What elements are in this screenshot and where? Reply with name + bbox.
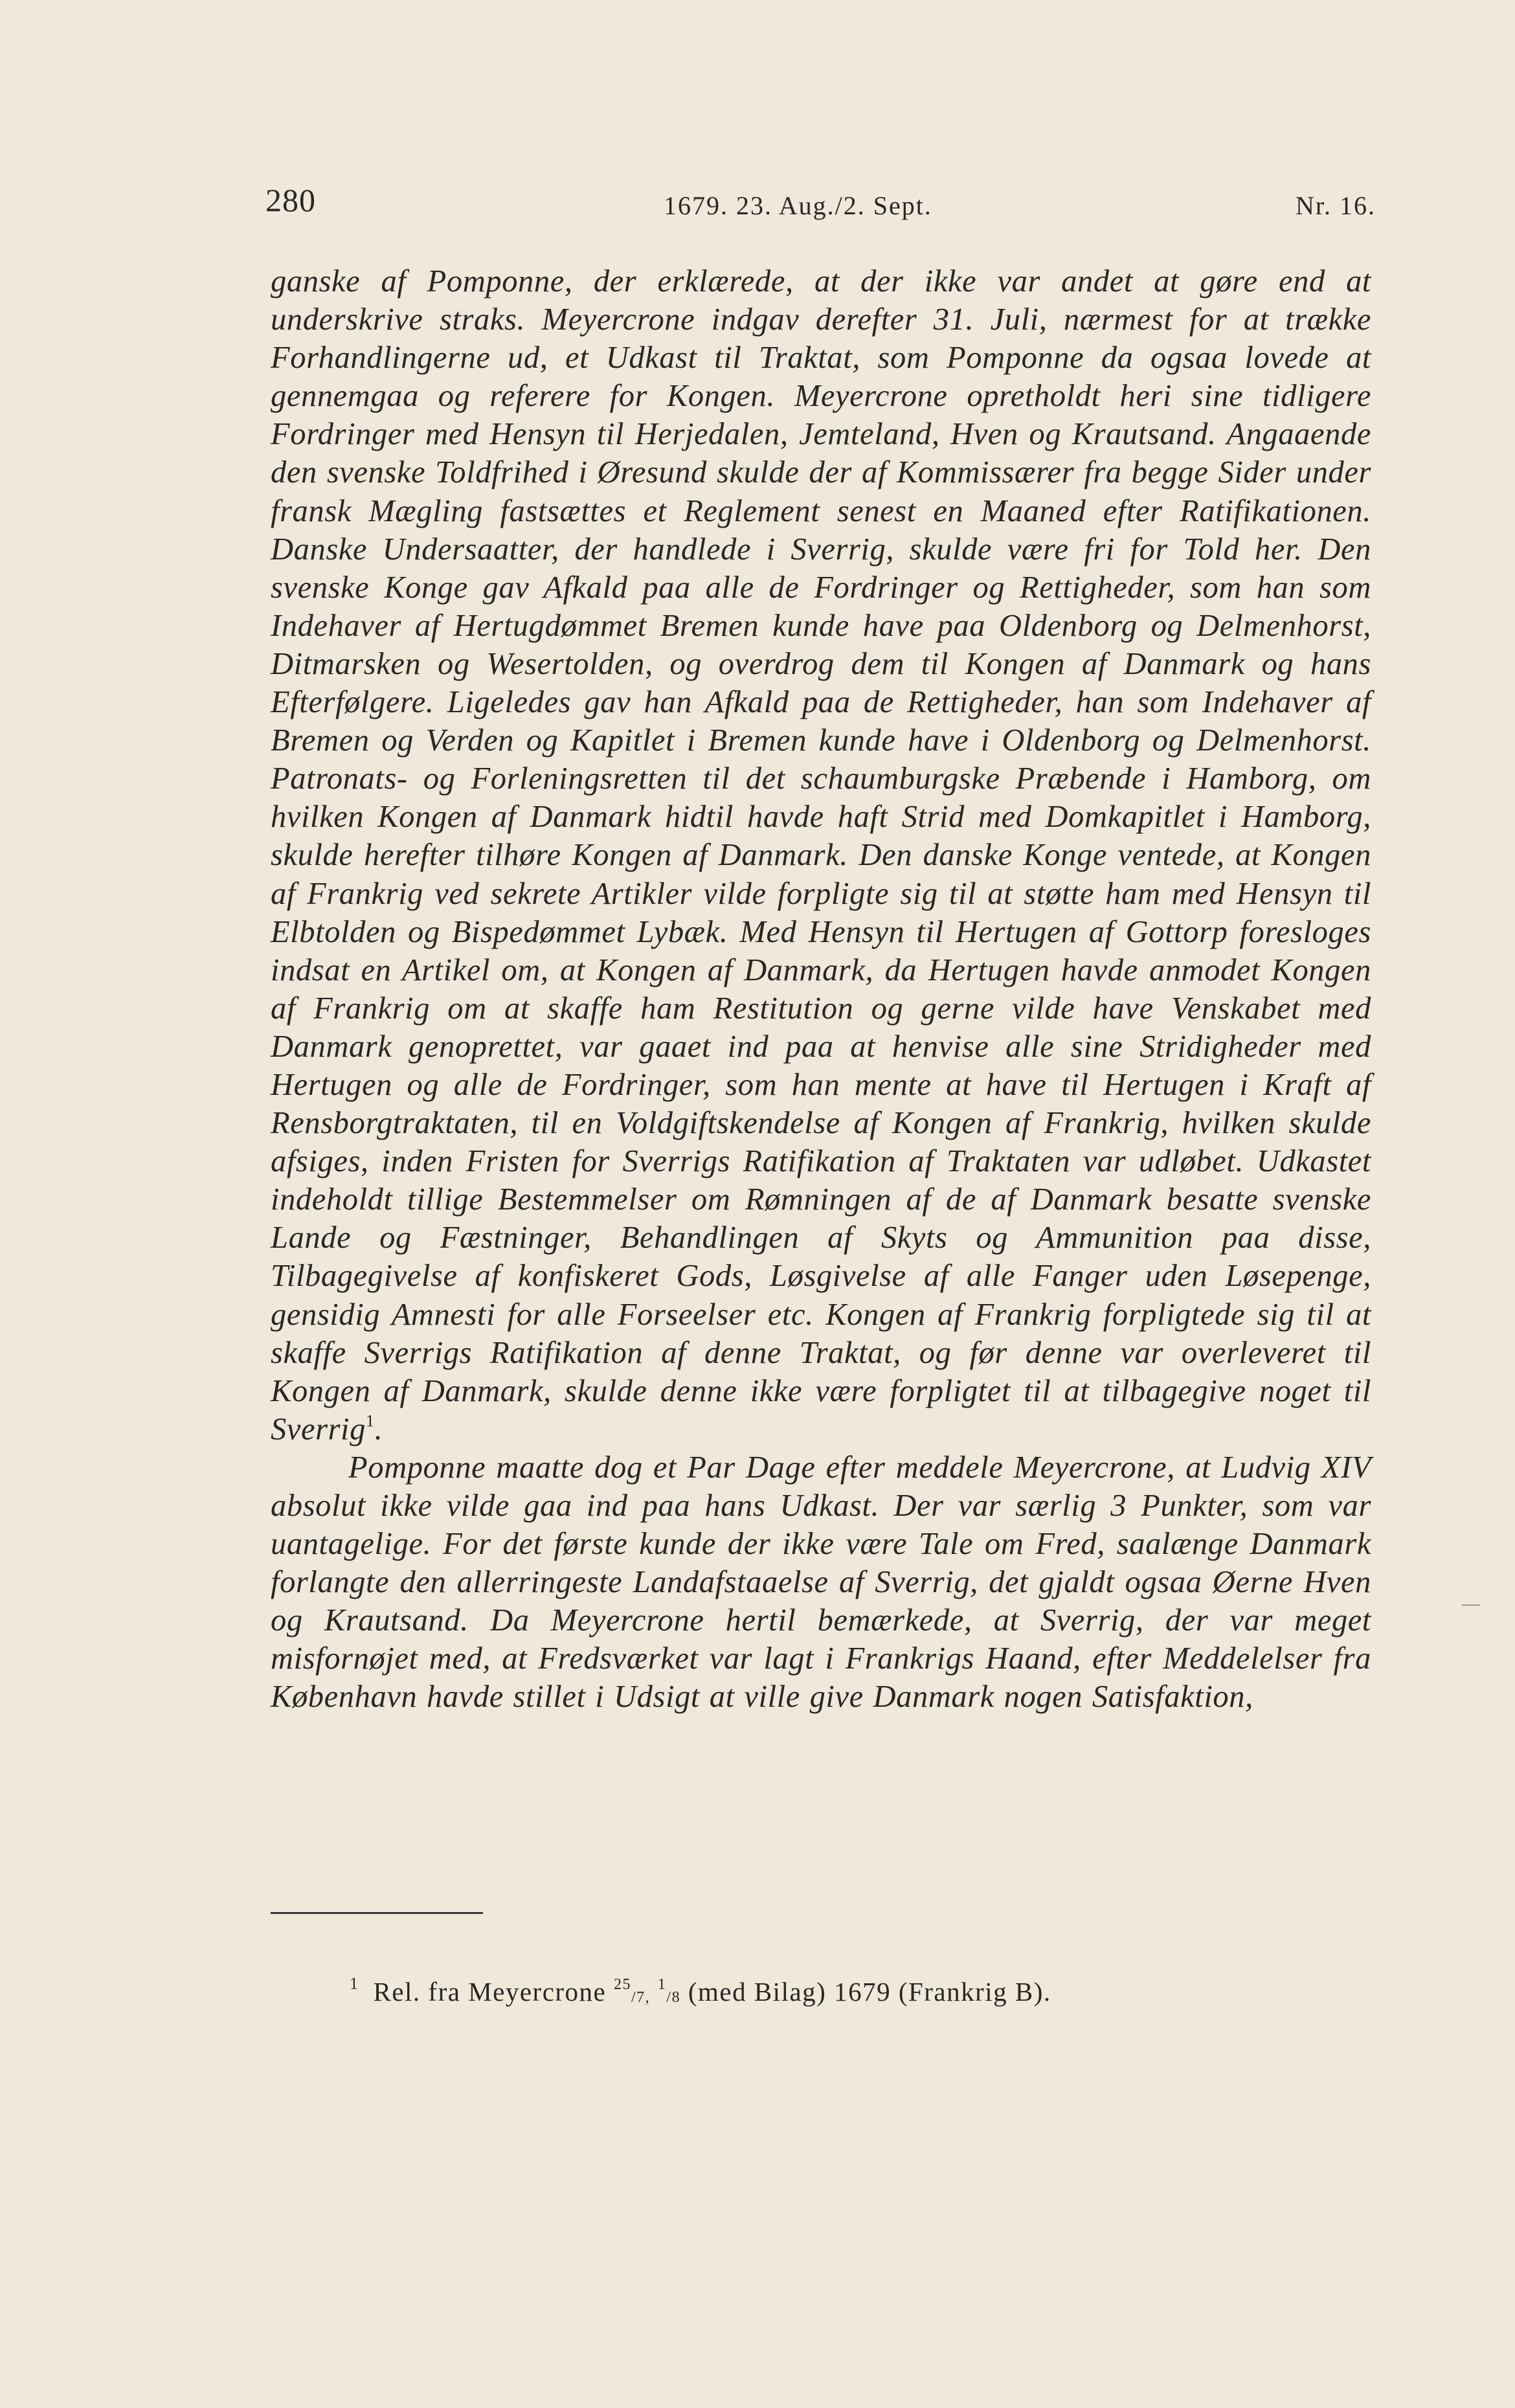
paragraph	[271, 262, 1371, 1448]
footnote	[350, 1976, 1360, 2007]
paragraph	[271, 1448, 1371, 1716]
footnote-date-superscript: 25	[614, 1976, 631, 1993]
footnote-text: Rel. fra Meyercrone	[373, 1977, 607, 2007]
footnote-marker: 1	[350, 1974, 359, 1993]
footnote-reference: 1	[365, 1411, 375, 1430]
document-number: Nr. 16.	[1296, 191, 1376, 220]
footnote-divider	[271, 1912, 483, 1914]
paragraph-text: Pomponne maatte dog et Par Dage efter meddele Meyercrone, at Ludvig XIV absolut ikke vilde gaa ind paa hans Udkast. Der var særlig 3 Punkter, som var uantagelige. For det første kunde der ikke være Tale om Fred, saalænge Danmark forlangte den allerringeste Landafstaaelse af Sverrig, det gjaldt ogsaa Øerne Hven og Krautsand. Da Meyercrone hertil bemærkede, at Sverrig, der var meget misfornøjet med, at Fredsværket var lagt i Frankrigs Haand, efter Meddelelser fra København havde stillet i Udsigt at ville give Danmark nogen Satisfaktion,	[271, 1450, 1371, 1715]
footnote-text: (med Bilag) 1679 (Frankrig B).	[688, 1977, 1051, 2007]
page-number: 280	[265, 182, 316, 218]
footnote-date-subscript: /8	[666, 1989, 681, 2006]
page-header	[265, 181, 1376, 233]
margin-mark	[1462, 1604, 1480, 1606]
paragraph-end: .	[374, 1412, 383, 1446]
paragraph-text: ganske af Pomponne, der erklærede, at der ikke var andet at gøre end at underskrive straks. Meyercrone indgav derefter 31. Juli, nærmest for at trække Forhandlingerne ud, et Udkast til Traktat, som Pomponne da ogsaa lovede at gennemgaa og referere for Kongen. Meyercrone opretholdt heri sine tidligere Fordringer med Hensyn til Herjedalen, Jemteland, Hven og Krautsand. Angaaende den svenske Toldfrihed i Øresund skulde der af Kommissærer fra begge Sider under fransk Mægling fastsættes et Reglement senest en Maaned efter Ratifikationen. Danske Undersaatter, der handlede i Sverrig, skulde være fri for Told her. Den svenske Konge gav Afkald paa alle de Fordringer og Rettigheder, som han som Indehaver af Hertugdømmet Bremen kunde have paa Oldenborg og Delmenhorst, Ditmarsken og Wesertolden, og overdrog dem til Kongen af Danmark og hans Efterfølgere. Ligeledes gav han Afkald paa de Rettigheder, han som Indehaver af Bremen og Verden og Kapitlet i Bremen kunde have i Oldenborg og Delmenhorst. Patronats- og Forleningsretten til det schaumburgske Præbende i Hamborg, om hvilken Kongen af Danmark hidtil havde haft Strid med Domkapitlet i Hamborg, skulde herefter tilhøre Kongen af Danmark. Den danske Konge ventede, at Kongen af Frankrig ved sekrete Artikler vilde forpligte sig til at støtte ham med Hensyn til Elbtolden og Bispedømmet Lybæk. Med Hensyn til Hertugen af Gottorp foresloges indsat en Artikel om, at Kongen af Danmark, da Hertugen havde anmodet Kongen af Frankrig om at skaffe ham Restitution og gerne vilde have Venskabet med Danmark genoprettet, var gaaet ind paa at henvise alle sine Stridigheder med Hertugen og alle de Fordringer, som han mente at have til Hertugen i Kraft af Rensborgtraktaten, til en Voldgiftskendelse af Kongen af Frankrig, hvilken skulde afsiges, inden Fristen for Sverrigs Ratifikation af Traktaten var udløbet. Udkastet indeholdt tillige Bestemmelser om Rømningen af de af Danmark besatte svenske Lande og Fæstninger, Behandlingen af Skyts og Ammunition paa disse, Tilbagegivelse af konfiskeret Gods, Løsgivelse af alle Fanger uden Løsepenge, gensidig Amnesti for alle Forseelser etc. Kongen af Frankrig forpligtede sig til at skaffe Sverrigs Ratifikation af denne Traktat, og før denne var overleveret til Kongen af Danmark, skulde denne ikke være forpligtet til at tilbagegive noget til Sverrig	[271, 264, 1371, 1446]
running-title: 1679. 23. Aug./2. Sept.	[664, 191, 932, 220]
body-text	[271, 262, 1371, 1716]
footnote-date-subscript: /7,	[631, 1989, 651, 2006]
footnote-date-superscript: 1	[657, 1976, 667, 1993]
